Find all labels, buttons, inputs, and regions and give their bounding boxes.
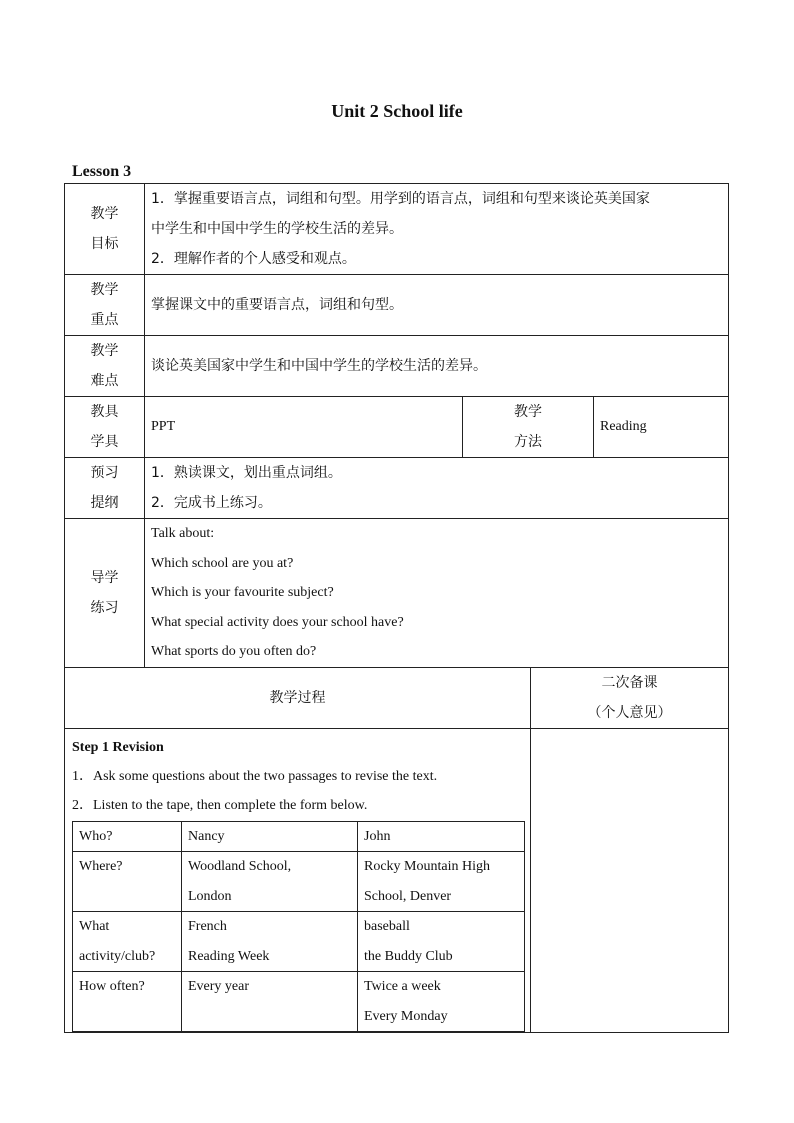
page-title: Unit 2 School life <box>331 101 463 121</box>
preview-content <box>145 458 729 519</box>
tools-row <box>65 397 729 458</box>
key-points-content: 掌握课文中的重要语言点，词组和句型。 <box>145 275 729 336</box>
form-row <box>73 821 525 852</box>
form-cell: Where? <box>73 852 182 912</box>
form-cell: Woodland School, London <box>182 852 358 912</box>
guide-line: What sports do you often do? <box>151 644 317 659</box>
preview-row <box>65 458 729 519</box>
guide-row <box>65 519 729 668</box>
difficulties-row <box>65 336 729 397</box>
key-points-label: 教学 重点 <box>65 275 145 336</box>
process-header-row <box>65 667 729 728</box>
form-cell: Rocky Mountain High School, Denver <box>358 852 525 912</box>
guide-content <box>145 519 729 668</box>
preview-label: 预习 提纲 <box>65 458 145 519</box>
form-cell: Nancy <box>182 821 358 852</box>
second-prep-header: 二次备课 （个人意见） <box>531 667 729 728</box>
objectives-line-2: 中学生和中国中学生的学校生活的差异。 <box>151 221 403 237</box>
step-1-line-1: 1．Ask some questions about the two passages to revise the text. <box>72 768 438 784</box>
tools-value: PPT <box>145 397 463 458</box>
tools-label: 教具 学具 <box>65 397 145 458</box>
key-points-row <box>65 275 729 336</box>
guide-line: Which school are you at? <box>151 555 294 571</box>
objectives-row <box>65 184 729 275</box>
form-cell: Twice a week Every Monday <box>358 972 525 1032</box>
guide-line: Talk about: <box>151 526 215 541</box>
form-cell: Who? <box>73 821 182 852</box>
preview-line-1: 1．熟读课文，划出重点词组。 <box>151 465 342 481</box>
objectives-line-1: 1．掌握重要语言点，词组和句型。用学到的语言点，词组和句型来谈论英美国家 <box>151 191 650 207</box>
process-body <box>65 728 531 1033</box>
objectives-line-3: 2．理解作者的个人感受和观点。 <box>151 251 356 267</box>
form-cell: What activity/club? <box>73 912 182 972</box>
form-cell: baseball the Buddy Club <box>358 912 525 972</box>
method-label: 教学 方法 <box>463 397 594 458</box>
process-body-row <box>65 728 729 1033</box>
form-row <box>73 912 525 972</box>
objectives-label: 教学 目标 <box>65 184 145 275</box>
step-1-title: Step 1 Revision <box>72 739 164 755</box>
form-cell: John <box>358 821 525 852</box>
form-row <box>73 972 525 1032</box>
difficulties-label: 教学 难点 <box>65 336 145 397</box>
lesson-heading: Lesson 3 <box>72 163 132 180</box>
form-cell: French Reading Week <box>182 912 358 972</box>
form-cell: How often? <box>73 972 182 1032</box>
process-header: 教学过程 <box>65 667 531 728</box>
guide-line: What special activity does your school have? <box>151 614 404 630</box>
objectives-content <box>145 184 729 275</box>
preview-line-2: 2．完成书上练习。 <box>151 495 272 511</box>
second-prep-notes <box>531 728 729 1033</box>
lesson-plan-table <box>64 183 729 1033</box>
form-cell: Every year <box>182 972 358 1032</box>
difficulties-content: 谈论英美国家中学生和中国中学生的学校生活的差异。 <box>145 336 729 397</box>
guide-label: 导学 练习 <box>65 519 145 668</box>
revision-form <box>72 821 525 1033</box>
method-value: Reading <box>594 397 729 458</box>
guide-line: Which is your favourite subject? <box>151 585 334 600</box>
step-1-line-2: 2．Listen to the tape, then complete the form below. <box>72 798 368 813</box>
form-row <box>73 852 525 912</box>
